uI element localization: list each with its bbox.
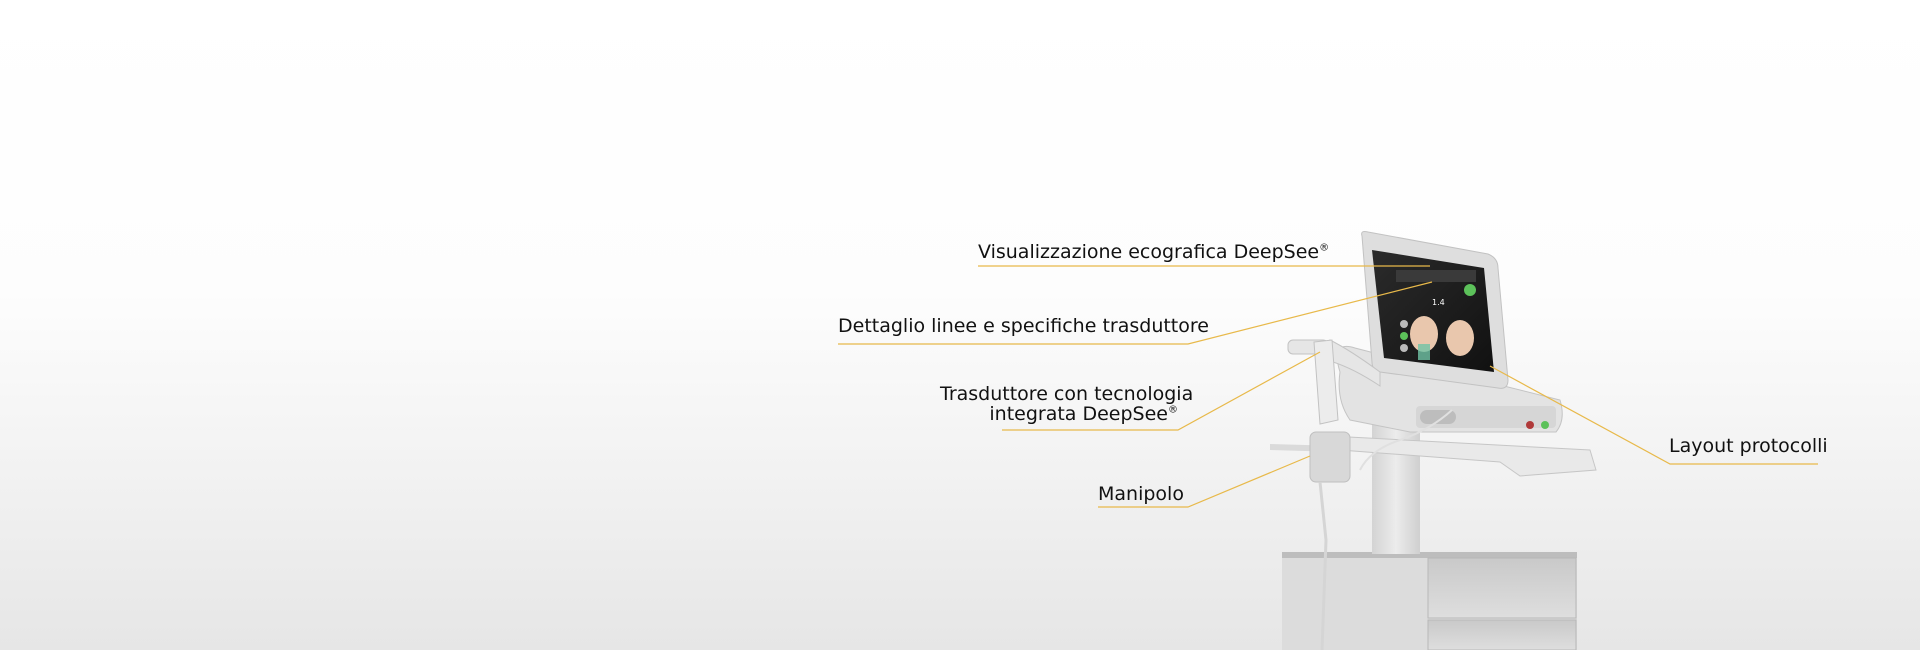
callout-handpiece-text: Manipolo: [1098, 483, 1184, 505]
callout-transducer: [940, 383, 1194, 425]
callout-transducer-line2: integrata DeepSee: [989, 403, 1168, 425]
callout-handpiece: [1098, 484, 1184, 504]
callout-transducer-line1: Trasduttore con tecnologia: [940, 383, 1194, 405]
callout-protocol-layout: [1669, 436, 1828, 456]
registered-mark: ®: [1319, 242, 1330, 254]
callout-line-details: [838, 316, 1209, 336]
callout-line-details-text: Dettaglio linee e specifiche trasduttore: [838, 315, 1209, 337]
registered-mark: ®: [1168, 404, 1178, 416]
depth-readout: 1.4: [1432, 298, 1445, 307]
callout-ultrasound-view: [978, 242, 1329, 262]
callout-ultrasound-text: Visualizzazione ecografica DeepSee: [978, 241, 1320, 263]
callout-protocol-text: Layout protocolli: [1669, 435, 1828, 457]
